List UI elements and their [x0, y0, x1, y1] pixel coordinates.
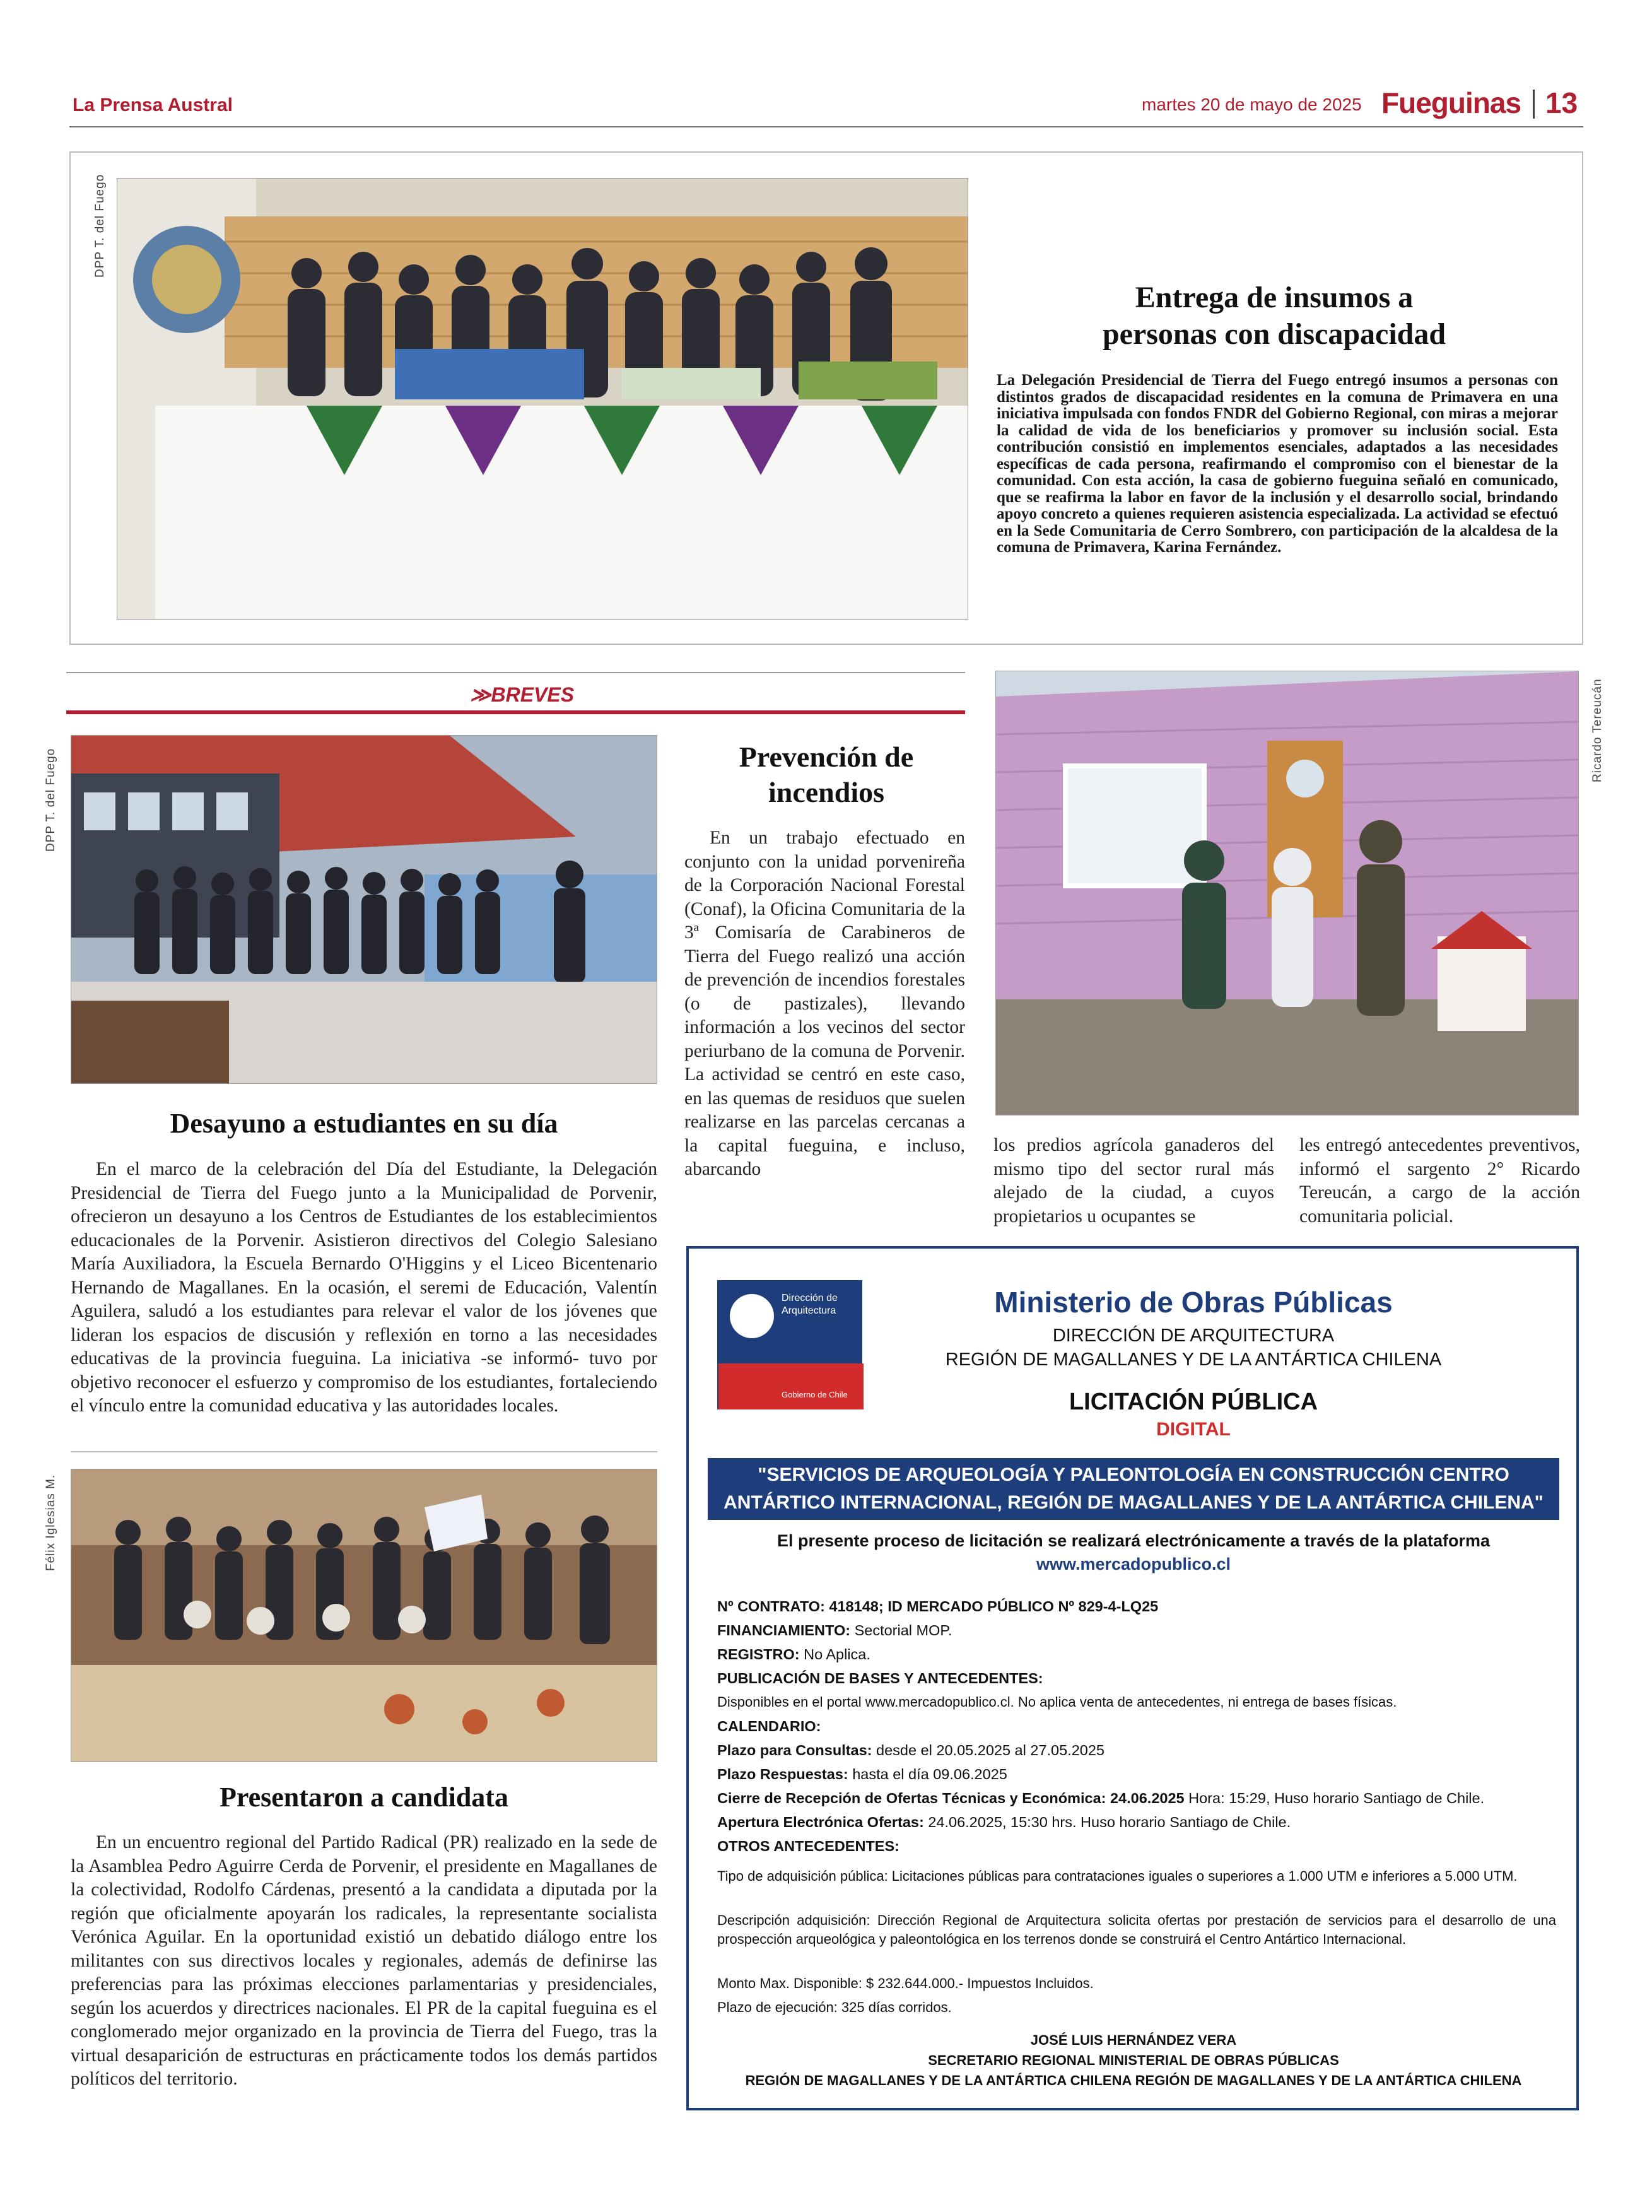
photo-credit: Ricardo Tereucán — [1591, 678, 1604, 782]
top-story-title — [984, 279, 1564, 353]
region-name: REGIÓN DE MAGALLANES Y DE LA ANTÁRTICA CHILENA — [945, 1350, 1442, 1370]
page-number: 13 — [1545, 86, 1578, 119]
logo-text-line1: Dirección de — [782, 1293, 838, 1303]
top-story-title-line2: personas con discapacidad — [1102, 317, 1446, 351]
cierre: Cierre de Recepción de Ofertas Técnicas y Económica: 24.06.2025 Hora: 15:29, Huso horario Santiago de Chile. — [717, 1790, 1485, 1806]
top-story-photo — [117, 178, 968, 620]
top-story-title-line1: Entrega de insumos a — [1135, 281, 1414, 314]
mercadopublico-link[interactable]: www.mercadopublico.cl — [1036, 1555, 1231, 1574]
direction-name: DIRECCIÓN DE ARQUITECTURA — [1052, 1326, 1335, 1346]
incendios-body-col1: En un trabajo efectuado en conjunto con la unidad porvenireña de la Corporación Nacional Forestal (Conaf), la Oficina Comunitaria de la 3ª Comisaría de Carabineros de Tierra del Fuego realizó una acción de prevención de incendios forestales (o de pastizales), llevando información a los vecinos del sector periurbano de la comuna de Porvenir. La actividad se centró en este caso, en las quemas de residuos que suelen realizarse en las parcelas cercanas a la capital fueguina, e incluso, abarcando — [684, 828, 965, 1179]
issue-date: martes 20 de mayo de 2025 — [1142, 95, 1362, 114]
contract-number: Nº CONTRATO: 418148; ID MERCADO PÚBLICO Nº 829-4-LQ25 — [717, 1598, 1159, 1615]
incendios-photo — [995, 671, 1579, 1115]
acquisition-description: Descripción adquisición: Dirección Regional de Arquitectura solicita ofertas por prestación de servicios para el desarrollo de una prospección arqueológica y paleontológica en los terrenos donde se construirá el Centro Antártico Internacional. — [717, 1912, 1556, 1947]
candidata-body: En un encuentro regional del Partido Radical (PR) realizado en la sede de la Asamblea Pedro Aguirre Cerda de Porvenir, el presidente en Magallanes de la colectividad, Rodolfo Cárdenas, presentó a la candidata a diputada por la región que oficialmente apoyarán los radicales, la representante socialista Verónica Aguilar. En la oportunidad existió un debatido diálogo entre los militantes con sus directivos locales y regionales, además de definirse las preferencias para las próximas elecciones parlamentarias y presidenciales, según los acuerdos y directrices nacionales. El PR de la capital fueguina es el conglomerado mejor organizado en la provincia de Tierra del Fuego, tras la virtual desaparición de estructuras en prácticamente todos los demás partidos políticos del territorio. — [71, 1832, 657, 2089]
publication: PUBLICACIÓN DE BASES Y ANTECEDENTES: — [717, 1670, 1043, 1686]
apertura: Apertura Electrónica Ofertas: 24.06.2025, 15:30 hrs. Huso horario Santiago de Chile. — [717, 1814, 1291, 1830]
tender-title-banner — [708, 1458, 1559, 1520]
header-divider — [1533, 90, 1535, 119]
otros: OTROS ANTECEDENTES: — [717, 1838, 899, 1854]
photo-credit: Félix Iglesias M. — [44, 1474, 57, 1571]
house-photo-image — [996, 671, 1579, 1115]
tender-details — [717, 1594, 1556, 1858]
process-line: El presente proceso de licitación se realizará electrónicamente a través de la plataforma — [777, 1531, 1490, 1550]
breves-label: ≫BREVES — [464, 683, 580, 707]
section-divider — [71, 1451, 657, 1452]
consultas: Plazo para Consultas: desde el 20.05.2025 al 27.05.2025 — [717, 1742, 1104, 1758]
signatory-name: JOSÉ LUIS HERNÁNDEZ VERA — [1030, 2032, 1237, 2048]
incendios-title — [688, 739, 965, 810]
signatory-region: REGIÓN DE MAGALLANES Y DE LA ANTÁRTICA CHILENA REGIÓN DE MAGALLANES Y DE LA ANTÁRTICA CHILENA — [745, 2073, 1522, 2088]
tender-digital: DIGITAL — [1156, 1419, 1231, 1440]
top-story-body: La Delegación Presidencial de Tierra del Fuego entregó insumos a personas con distintos grados de discapacidad residentes en la comuna de Primavera en una iniciativa impulsada con fondos FNDR del Gobierno Regional, con miras a mejorar la calidad de vida de los beneficiarios y promover su inclusión social. Esta contribución consistió en implementos esenciales, adaptados a las necesidades específicas de cada persona, reafirmando el compromiso con el bienestar de la comunidad. Con esta acción, la casa de gobierno fueguina señaló en comunicado, que se reafirma la labor en favor de la inclusión y el desarrollo social, brindando apoyo concreto a quienes requieren asistencia especializada. La actividad se efectuó en la Sede Comunitaria de Cerro Sombrero, con participación de la alcaldesa de la comuna de Primavera, Karina Fernández. — [997, 372, 1558, 556]
photo-credit: DPP T. del Fuego — [44, 748, 57, 852]
logo-text-line2: Arquitectura — [782, 1305, 836, 1316]
students-photo-image — [71, 736, 657, 1084]
calendar: CALENDARIO: — [717, 1718, 821, 1734]
financing: FINANCIAMIENTO: Sectorial MOP. — [717, 1622, 952, 1638]
incendios-body-col2: los predios agrícola ganaderos del mismo tipo del sector rural más alejado de la ciudad, a cuyos propietarios u ocupantes se — [993, 1135, 1274, 1227]
candidata-title: Presentaron a candidata — [220, 1782, 508, 1813]
chile-emblem-icon — [730, 1294, 774, 1338]
registry: REGISTRO: No Aplica. — [717, 1646, 870, 1662]
newspaper-brand: La Prensa Austral — [73, 95, 233, 115]
section-name: Fueguinas — [1381, 86, 1521, 119]
tender-title-line2: ANTÁRTICO INTERNACIONAL, REGIÓN DE MAGALLANES Y DE LA ANTÁRTICA CHILENA" — [723, 1492, 1544, 1513]
mop-logo-red — [718, 1363, 864, 1409]
ministry-name: Ministerio de Obras Públicas — [994, 1286, 1393, 1319]
signatory-title: SECRETARIO REGIONAL MINISTERIAL DE OBRAS PÚBLICAS — [928, 2052, 1339, 2068]
public-tender-ad — [686, 1246, 1579, 2110]
mop-logo — [717, 1280, 862, 1409]
tender-kind: LICITACIÓN PÚBLICA — [1069, 1389, 1318, 1415]
meeting-photo-image — [71, 1469, 657, 1762]
tender-title-line1: "SERVICIOS DE ARQUEOLOGÍA Y PALEONTOLOGÍA EN CONSTRUCCIÓN CENTRO — [758, 1464, 1509, 1485]
respuestas: Plazo Respuestas: hasta el día 09.06.2025 — [717, 1766, 1007, 1782]
desayuno-photo — [71, 735, 657, 1084]
desayuno-title: Desayuno a estudiantes en su día — [170, 1108, 558, 1139]
incendios-title-line1: Prevención de — [739, 741, 914, 773]
breves-rule-top — [66, 672, 965, 673]
header-rule — [69, 126, 1583, 127]
logo-gov-text: Gobierno de Chile — [782, 1390, 848, 1399]
max-amount: Monto Max. Disponible: $ 232.644.000.- Impuestos Incluidos. — [717, 1975, 1094, 1991]
breves-rule — [66, 710, 965, 714]
publication-value: Disponibles en el portal www.mercadopublico.cl. No aplica venta de antecedentes, ni entrega de bases físicas. — [717, 1694, 1397, 1710]
incendios-title-line2: incendios — [768, 776, 885, 808]
photo-credit: DPP T. del Fuego — [93, 174, 107, 278]
group-photo-image — [117, 179, 968, 620]
acquisition-type: Tipo de adquisición pública: Licitaciones públicas para contrataciones iguales o superiores a 1.000 UTM e inferiores a 5.000 UTM. — [717, 1868, 1518, 1884]
desayuno-body: En el marco de la celebración del Día del Estudiante, la Delegación Presidencial de Tierra del Fuego junto a la Municipalidad de Porvenir, ofrecieron un desayuno a los Centros de Estudiantes de los establecimientos educacionales de la Porvenir. Asistieron directivos del Colegio Salesiano María Auxiliadora, la Escuela Bernardo O'Higgins y el Liceo Bicentenario Hernando de Magallanes. En la ocasión, el seremi de Educación, Valentín Aguilera, saludó a los estudiantes para relevar el valor de los jóvenes que lideran los espacios de discusión y reflexión en torno a las necesidades educativas de la provincia fueguina. La iniciativa -se informó- tuvo por objetivo reconocer el esfuerzo y compromiso de los estudiantes, fortaleciendo el vínculo entre la comunidad educativa y las autoridades locales. — [71, 1159, 657, 1416]
incendios-body-col3: les entregó antecedentes preventivos, informó el sargento 2° Ricardo Tereucán, a cargo de la acción comunitaria policial. — [1299, 1135, 1580, 1227]
candidata-photo — [71, 1469, 657, 1762]
execution-term: Plazo de ejecución: 325 días corridos. — [717, 1999, 952, 2015]
